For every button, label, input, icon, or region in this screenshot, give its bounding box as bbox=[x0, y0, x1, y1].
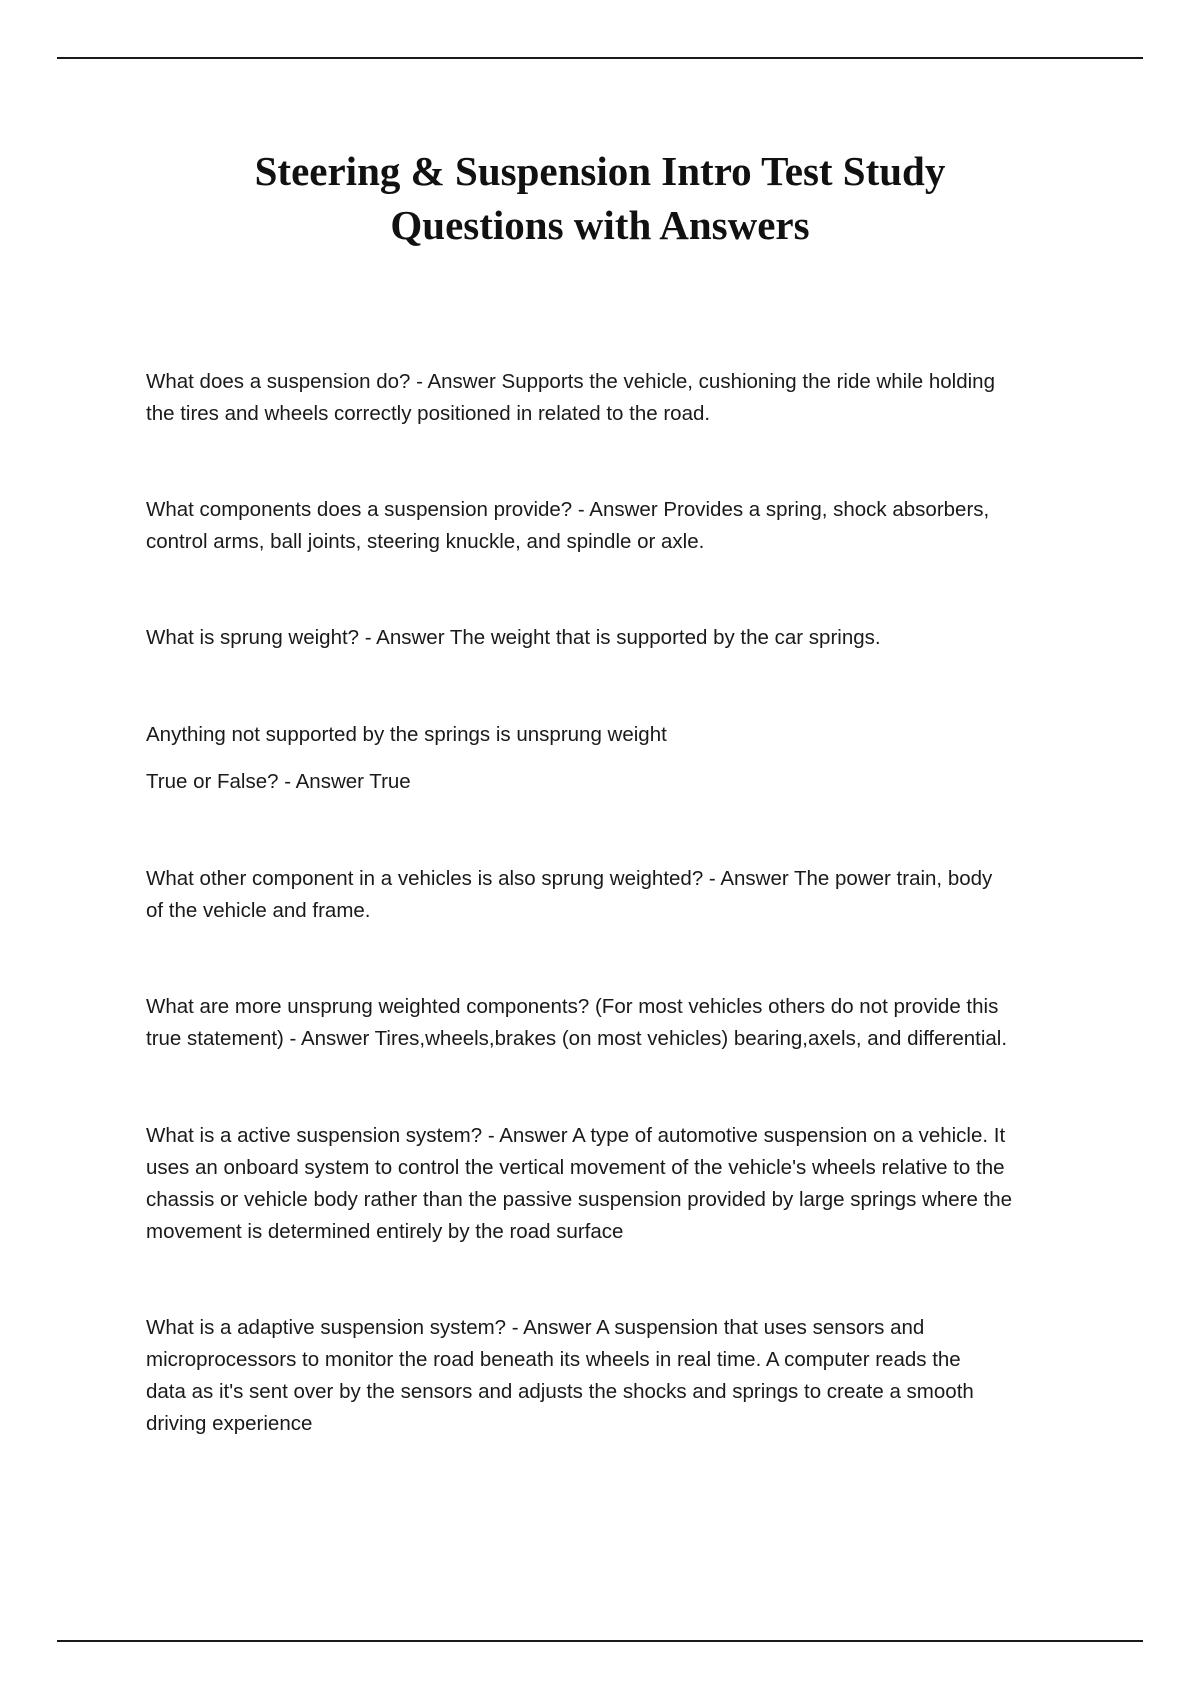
title-line: Questions with Answers bbox=[390, 202, 810, 248]
qa-item bbox=[146, 766, 1096, 798]
qa-line: What is a adaptive suspension system? - Answer A suspension that uses sensors and bbox=[146, 1316, 925, 1339]
footer-rule bbox=[57, 1640, 1143, 1642]
qa-line: true statement) - Answer Tires,wheels,brakes (on most vehicles) bearing,axels, and differential. bbox=[146, 1027, 1008, 1050]
qa-line: driving experience bbox=[146, 1412, 313, 1435]
qa-line: True or False? - Answer True bbox=[146, 770, 411, 793]
qa-item bbox=[146, 494, 1096, 558]
qa-line: What are more unsprung weighted components? (For most vehicles others do not provide this bbox=[146, 995, 999, 1018]
qa-line: What other component in a vehicles is also sprung weighted? - Answer The power train, body bbox=[146, 867, 993, 890]
qa-line: control arms, ball joints, steering knuckle, and spindle or axle. bbox=[146, 530, 705, 553]
qa-line: movement is determined entirely by the road surface bbox=[146, 1220, 624, 1243]
qa-line: data as it's sent over by the sensors and adjusts the shocks and springs to create a smooth bbox=[146, 1380, 974, 1403]
document-title bbox=[100, 144, 1100, 252]
qa-item bbox=[146, 366, 1096, 430]
qa-line: What is a active suspension system? - Answer A type of automotive suspension on a vehicle. It bbox=[146, 1124, 1006, 1147]
qa-line: microprocessors to monitor the road beneath its wheels in real time. A computer reads the bbox=[146, 1348, 961, 1371]
qa-item bbox=[146, 991, 1096, 1055]
qa-line: What components does a suspension provide? - Answer Provides a spring, shock absorbers, bbox=[146, 498, 990, 521]
header-rule bbox=[57, 57, 1143, 59]
qa-line: What does a suspension do? - Answer Supports the vehicle, cushioning the ride while holding bbox=[146, 370, 995, 393]
qa-line: What is sprung weight? - Answer The weight that is supported by the car springs. bbox=[146, 626, 881, 649]
qa-line: uses an onboard system to control the vertical movement of the vehicle's wheels relative to the bbox=[146, 1156, 1005, 1179]
qa-line: chassis or vehicle body rather than the passive suspension provided by large springs where the bbox=[146, 1188, 1013, 1211]
qa-line: of the vehicle and frame. bbox=[146, 899, 371, 922]
qa-item bbox=[146, 1120, 1096, 1248]
qa-item bbox=[146, 863, 1096, 927]
qa-item bbox=[146, 622, 1096, 654]
qa-line: the tires and wheels correctly positioned in related to the road. bbox=[146, 402, 711, 425]
qa-line: Anything not supported by the springs is unsprung weight bbox=[146, 723, 667, 746]
qa-item bbox=[146, 719, 1096, 751]
qa-item bbox=[146, 1312, 1096, 1440]
title-line: Steering & Suspension Intro Test Study bbox=[254, 148, 946, 194]
